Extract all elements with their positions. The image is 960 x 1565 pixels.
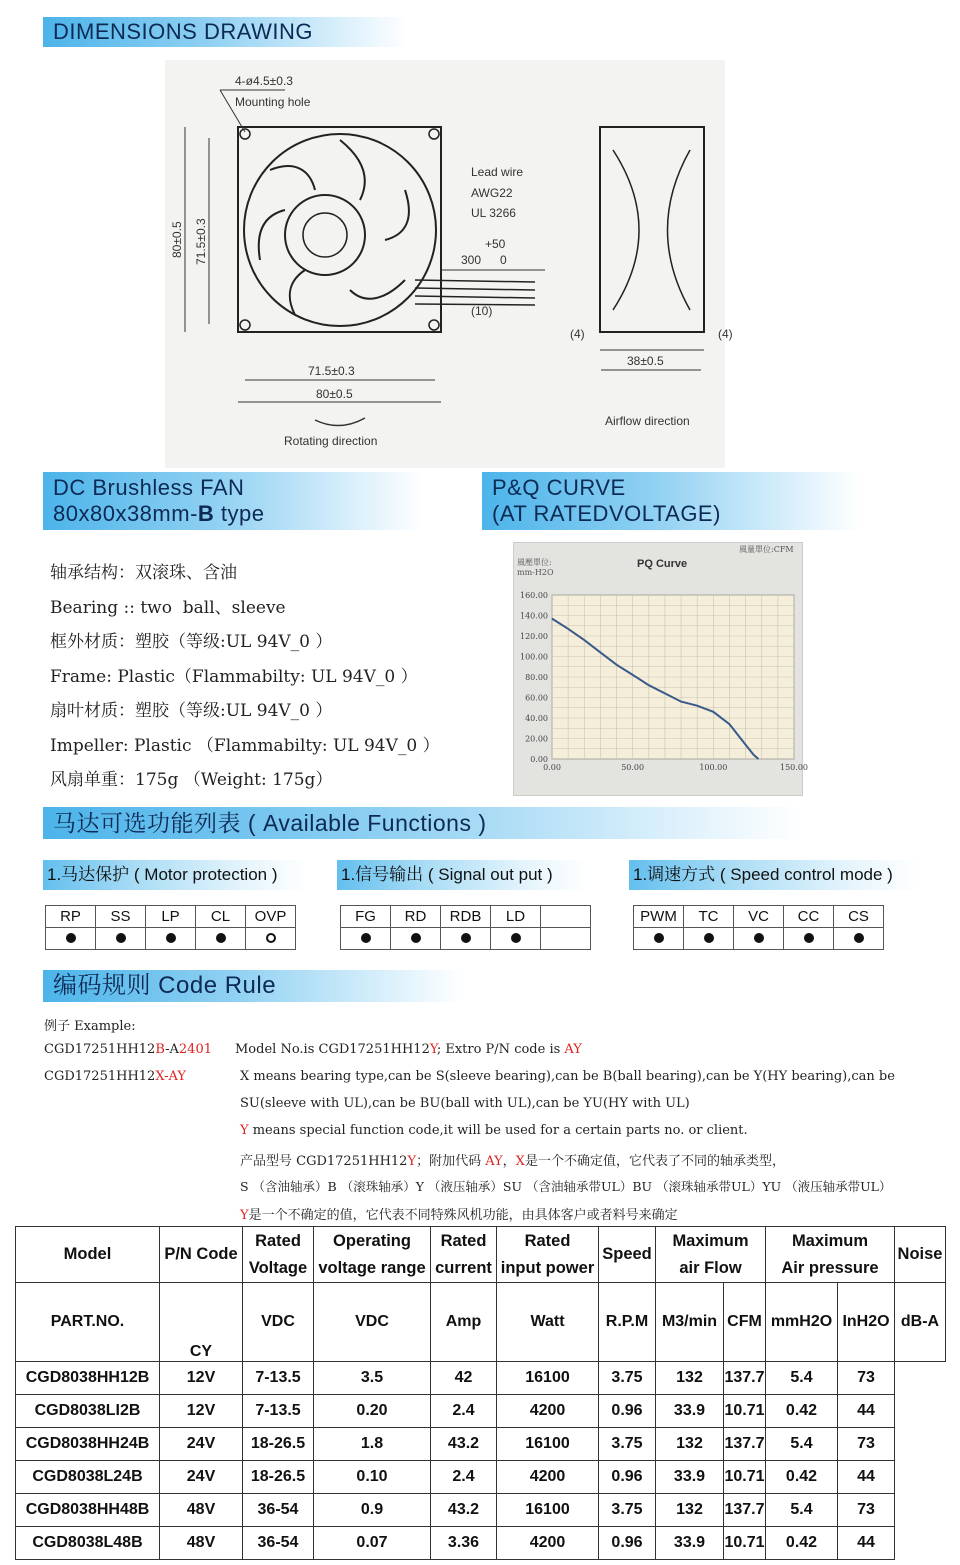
speed-heading <box>629 860 919 890</box>
table-cell: 132 <box>656 1428 724 1461</box>
pq-curve-line2: (AT RATEDVOLTAGE) <box>492 501 721 526</box>
model-cell: CGD8038L48B <box>16 1527 160 1560</box>
code-m4-text: means special function code,it will be used for a certain parts no. or client. <box>248 1123 748 1138</box>
code-m1-ay: AY <box>564 1042 582 1057</box>
col-air-flow <box>656 1227 766 1283</box>
side-dim-depth: 38±0.5 <box>627 354 664 368</box>
table-cell: 132 <box>656 1362 724 1395</box>
pq-ytick-label: 140.00 <box>520 611 548 621</box>
fan-type-heading <box>43 472 423 530</box>
speed-marks-row <box>634 928 884 950</box>
table-cell: 73 <box>838 1494 895 1527</box>
lead-tol-plus: +50 <box>485 237 506 251</box>
pq-ytick-label: 160.00 <box>520 591 548 600</box>
function-mark-cell <box>634 928 684 950</box>
function-label: CC <box>784 906 834 928</box>
spec-table <box>15 1226 946 1560</box>
unit-cell: mmH2O <box>766 1283 838 1362</box>
fan-type-size: 80x80x38mm- <box>53 501 198 526</box>
functions-heading <box>43 807 803 839</box>
table-cell: 4200 <box>497 1527 599 1560</box>
spec-line: 扇叶材质：塑胶（等级:UL 94V_0 ） <box>50 701 333 721</box>
code-example-label: 例子 Example: <box>44 1019 136 1034</box>
table-cell: 3.36 <box>431 1527 497 1560</box>
table-cell: 0.10 <box>314 1461 431 1494</box>
code-m5-x: X <box>515 1154 525 1169</box>
protection-heading-text: 1.马达保护 ( Motor protection ) <box>47 865 278 884</box>
code-example-1 <box>44 1042 212 1057</box>
function-mark-cell <box>684 928 734 950</box>
unit-cell: CFM <box>724 1283 766 1362</box>
function-mark-cell <box>541 928 591 950</box>
dot-icon <box>461 933 471 943</box>
col-air-flow-1: Maximum <box>672 1231 749 1250</box>
pn-code-cell: CY <box>160 1283 243 1362</box>
function-label <box>541 906 591 928</box>
col-rated-power-1: Rated <box>524 1231 571 1250</box>
table-cell: 0.42 <box>766 1461 838 1494</box>
table-cell: 48V <box>160 1494 243 1527</box>
code-m5-model: 产品型号 CGD17251HH12 <box>240 1154 408 1169</box>
table-row <box>16 1527 946 1560</box>
code-rule-line <box>235 1042 582 1057</box>
function-mark-cell <box>96 928 146 950</box>
function-mark-cell <box>246 928 296 950</box>
code-m4-y: Y <box>240 1123 249 1138</box>
spec-line: Frame: Plastic（Flammabilty: UL 94V_0 ） <box>50 667 418 687</box>
table-row <box>16 1362 946 1395</box>
dimensions-heading <box>43 17 408 47</box>
function-mark-cell <box>491 928 541 950</box>
dot-icon <box>116 933 126 943</box>
table-cell: 0.96 <box>599 1527 656 1560</box>
table-row <box>16 1428 946 1461</box>
table-cell: 12V <box>160 1362 243 1395</box>
table-cell: 0.96 <box>599 1461 656 1494</box>
table-cell: 73 <box>838 1428 895 1461</box>
table-cell: 132 <box>656 1494 724 1527</box>
pq-xlabel: 風量單位:CFM <box>739 545 794 554</box>
table-cell: 44 <box>838 1395 895 1428</box>
col-air-pressure-1: Maximum <box>791 1231 869 1250</box>
code-rule-line: S （含油轴承）B （滚珠轴承）Y （液压轴承）SU （含油轴承带UL）BU （滚珠轴承带UL）YU （液压轴承带UL） <box>240 1179 892 1194</box>
col-model: Model <box>16 1227 160 1283</box>
table-cell: 3.75 <box>599 1428 656 1461</box>
pq-ytick-label: 40.00 <box>525 714 548 723</box>
pq-curve-line1: P&Q CURVE <box>492 475 626 500</box>
code-ex1-base: CGD17251HH12 <box>44 1042 156 1057</box>
table-cell: 0.42 <box>766 1395 838 1428</box>
unit-cell: VDC <box>314 1283 431 1362</box>
function-label: CL <box>196 906 246 928</box>
code-ex1-bearing: B <box>155 1042 166 1057</box>
dot-icon <box>216 933 226 943</box>
col-rated-voltage <box>243 1227 314 1283</box>
dim-80h: 80±0.5 <box>316 387 353 401</box>
lead-tol-zero: 0 <box>500 253 507 267</box>
spec-table-units <box>16 1283 946 1362</box>
code-m1-y: Y <box>429 1042 437 1057</box>
function-label: RP <box>46 906 96 928</box>
table-row <box>16 1395 946 1428</box>
model-cell: CGD8038LI2B <box>16 1395 160 1428</box>
col-air-pressure <box>766 1227 895 1283</box>
fan-drawing-svg <box>165 60 733 468</box>
protection-heading <box>43 860 308 890</box>
unit-cell: M3/min <box>656 1283 724 1362</box>
function-label: TC <box>684 906 734 928</box>
col-air-pressure-2: Air pressure <box>781 1258 879 1277</box>
dot-icon <box>854 933 864 943</box>
fan-type-suffix: type <box>214 501 265 526</box>
spec-table-header <box>16 1227 946 1283</box>
unit-cell: VDC <box>243 1283 314 1362</box>
function-mark-cell <box>784 928 834 950</box>
table-cell: 137.7 <box>724 1362 766 1395</box>
table-cell: 18-26.5 <box>243 1461 314 1494</box>
table-cell: 4200 <box>497 1461 599 1494</box>
code-m5-desc: 是一个不确定值，它代表了不同的轴承类型， <box>524 1154 785 1169</box>
dim-715h: 71.5±0.3 <box>308 364 355 378</box>
dot-icon <box>754 933 764 943</box>
code-m7-text: 是一个不确定的值，它代表不同特殊风机功能，由具体客户或者料号来确定 <box>248 1208 678 1223</box>
ring-icon <box>266 933 276 943</box>
unit-part-no: PART.NO. <box>16 1283 160 1362</box>
table-cell: 36-54 <box>243 1527 314 1560</box>
table-cell: 2.4 <box>431 1395 497 1428</box>
code-m1-model: Model No.is CGD17251HH12 <box>235 1042 430 1057</box>
table-cell: 0.96 <box>599 1395 656 1428</box>
protection-labels-row <box>46 906 296 928</box>
code-ex1-sep: -A <box>165 1042 179 1057</box>
col-rated-current-2: current <box>435 1258 492 1277</box>
dim-715v-text: 71.5±0.3 <box>194 218 208 265</box>
code-m5-comma: ， <box>502 1154 516 1169</box>
table-cell: 24V <box>160 1461 243 1494</box>
pq-xtick-label: 50.00 <box>621 763 645 772</box>
fan-type-line1: DC Brushless FAN <box>53 475 245 500</box>
function-label: RDB <box>441 906 491 928</box>
code-m7-y: Y <box>240 1208 249 1223</box>
spec-line: Impeller: Plastic （Flammabilty: UL 94V_0 ） <box>50 736 440 756</box>
pq-ytick-label: 100.00 <box>520 652 548 662</box>
protection-table <box>45 905 296 950</box>
table-cell: 12V <box>160 1395 243 1428</box>
table-cell: 7-13.5 <box>243 1362 314 1395</box>
table-cell: 0.42 <box>766 1527 838 1560</box>
col-operating-voltage <box>314 1227 431 1283</box>
table-cell: 3.5 <box>314 1362 431 1395</box>
lead-length: 300 <box>461 253 482 267</box>
table-cell: 2.4 <box>431 1461 497 1494</box>
pq-ytick-label: 60.00 <box>525 693 548 703</box>
table-cell: 4200 <box>497 1395 599 1428</box>
table-cell: 5.4 <box>766 1362 838 1395</box>
dot-icon <box>704 933 714 943</box>
mounting-hole-dim: 4-ø4.5±0.3 <box>235 74 293 88</box>
code-ex1-extra: 2401 <box>178 1042 212 1057</box>
col-air-flow-2: air Flow <box>679 1258 742 1277</box>
signal-labels-row <box>341 906 591 928</box>
code-rule-line <box>240 1123 748 1138</box>
pq-xtick-label: 100.00 <box>699 763 728 772</box>
function-label: SS <box>96 906 146 928</box>
pq-title: PQ Curve <box>637 558 688 570</box>
fan-type-line2 <box>53 501 423 527</box>
side-dim-right: (4) <box>718 327 733 341</box>
lead-wire-awg: AWG22 <box>471 186 513 200</box>
col-rated-current <box>431 1227 497 1283</box>
col-speed: Speed <box>599 1227 656 1283</box>
unit-cell: InH2O <box>838 1283 895 1362</box>
code-rule-heading <box>43 970 463 1002</box>
signal-marks-row <box>341 928 591 950</box>
table-cell: 5.4 <box>766 1494 838 1527</box>
table-cell: 10.71 <box>724 1461 766 1494</box>
table-cell: 3.75 <box>599 1362 656 1395</box>
table-cell: 44 <box>838 1527 895 1560</box>
table-cell: 137.7 <box>724 1428 766 1461</box>
function-mark-cell <box>834 928 884 950</box>
dot-icon <box>411 933 421 943</box>
table-cell: 44 <box>838 1461 895 1494</box>
spec-line: 轴承结构：双滚珠、含油 <box>50 563 237 583</box>
pq-ytick-label: 0.00 <box>530 755 548 764</box>
spec-line: 风扇单重：175g （Weight: 175g） <box>50 770 333 790</box>
dot-icon <box>511 933 521 943</box>
dot-icon <box>66 933 76 943</box>
model-cell: CGD8038L24B <box>16 1461 160 1494</box>
rotating-direction-label: Rotating direction <box>284 434 378 448</box>
model-cell: CGD8038HH48B <box>16 1494 160 1527</box>
pq-ytick-label: 20.00 <box>525 734 548 744</box>
table-cell: 43.2 <box>431 1428 497 1461</box>
table-cell: 3.75 <box>599 1494 656 1527</box>
col-rated-power <box>497 1227 599 1283</box>
code-rule-heading-text: 编码规则 Code Rule <box>53 972 277 999</box>
table-cell: 10.71 <box>724 1527 766 1560</box>
code-rule-line <box>240 1204 678 1223</box>
unit-cell: dB-A <box>895 1283 946 1362</box>
fan-type-letter: B <box>197 501 215 526</box>
table-cell: 36-54 <box>243 1494 314 1527</box>
col-noise: Noise <box>895 1227 946 1283</box>
pq-ylabel-unit: mm-H2O <box>517 568 554 577</box>
function-mark-cell <box>341 928 391 950</box>
speed-table <box>633 905 884 950</box>
table-cell: 24V <box>160 1428 243 1461</box>
function-mark-cell <box>391 928 441 950</box>
code-ex2-extra: -AY <box>164 1069 186 1084</box>
table-cell: 42 <box>431 1362 497 1395</box>
table-cell: 33.9 <box>656 1395 724 1428</box>
function-label: FG <box>341 906 391 928</box>
code-m1-text: ; Extro P/N code is <box>436 1042 565 1057</box>
pq-ylabel: 風壓單位: <box>517 558 552 567</box>
code-m5-y: Y <box>407 1154 417 1169</box>
pq-ytick-label: 80.00 <box>525 673 548 682</box>
signal-heading-text: 1.信号输出 ( Signal out put ) <box>341 865 553 884</box>
col-operating-voltage-1: Operating <box>333 1231 411 1250</box>
table-row <box>16 1461 946 1494</box>
lead-wire-label: Lead wire <box>471 165 524 179</box>
table-cell: 10.71 <box>724 1395 766 1428</box>
code-ex2-bearing: X <box>155 1069 165 1084</box>
model-cell: CGD8038HH12B <box>16 1362 160 1395</box>
function-label: OVP <box>246 906 296 928</box>
side-dim-left: (4) <box>570 327 585 341</box>
speed-heading-text: 1.调速方式 ( Speed control mode ) <box>633 865 893 884</box>
table-cell: 48V <box>160 1527 243 1560</box>
table-cell: 7-13.5 <box>243 1395 314 1428</box>
dot-icon <box>654 933 664 943</box>
dot-icon <box>166 933 176 943</box>
table-cell: 0.07 <box>314 1527 431 1560</box>
col-pn-code: P/N Code <box>160 1227 243 1283</box>
table-cell: 5.4 <box>766 1428 838 1461</box>
dot-icon <box>361 933 371 943</box>
table-cell: 33.9 <box>656 1527 724 1560</box>
function-label: LP <box>146 906 196 928</box>
function-mark-cell <box>146 928 196 950</box>
code-example-2 <box>44 1069 186 1084</box>
signal-heading <box>337 860 587 890</box>
table-cell: 0.20 <box>314 1395 431 1428</box>
col-rated-voltage-1: Rated <box>255 1231 301 1250</box>
function-label: VC <box>734 906 784 928</box>
table-cell: 0.9 <box>314 1494 431 1527</box>
function-mark-cell <box>441 928 491 950</box>
lead-strip: (10) <box>471 304 493 318</box>
function-mark-cell <box>46 928 96 950</box>
code-m5-ay: AY <box>485 1154 503 1169</box>
speed-labels-row <box>634 906 884 928</box>
protection-marks-row <box>46 928 296 950</box>
code-rule-line: X means bearing type,can be S(sleeve bearing),can be B(ball bearing),can be Y(HY bearing),can be <box>240 1069 895 1084</box>
table-row <box>16 1494 946 1527</box>
function-label: RD <box>391 906 441 928</box>
function-label: PWM <box>634 906 684 928</box>
dim-80v-text: 80±0.5 <box>170 221 184 258</box>
function-label: LD <box>491 906 541 928</box>
function-label: CS <box>834 906 884 928</box>
table-cell: 73 <box>838 1362 895 1395</box>
code-rule-line: SU(sleeve with UL),can be BU(ball with UL),can be YU(HY with UL) <box>240 1096 690 1111</box>
table-cell: 18-26.5 <box>243 1428 314 1461</box>
pq-ytick-label: 120.00 <box>520 632 548 641</box>
table-cell: 16100 <box>497 1494 599 1527</box>
spec-line: Bearing :: two ball、sleeve <box>50 598 286 618</box>
dimensions-drawing <box>165 60 733 468</box>
table-cell: 16100 <box>497 1428 599 1461</box>
airflow-direction-label: Airflow direction <box>605 414 690 428</box>
table-cell: 33.9 <box>656 1461 724 1494</box>
table-cell: 137.7 <box>724 1494 766 1527</box>
pq-xtick-label: 0.00 <box>543 763 561 772</box>
dot-icon <box>804 933 814 943</box>
pq-curve-heading <box>482 472 860 530</box>
pq-chart <box>513 542 808 796</box>
col-rated-voltage-2: Voltage <box>248 1258 308 1277</box>
code-rule-line <box>240 1150 785 1169</box>
unit-cell: Amp <box>431 1283 497 1362</box>
unit-cell: Watt <box>497 1283 599 1362</box>
pq-chart-svg <box>514 543 808 797</box>
mounting-hole-label: Mounting hole <box>235 95 311 109</box>
functions-heading-text: 马达可选功能列表 ( Available Functions ) <box>53 810 487 836</box>
model-cell: CGD8038HH24B <box>16 1428 160 1461</box>
table-cell: 16100 <box>497 1362 599 1395</box>
dimensions-heading-text: DIMENSIONS DRAWING <box>53 19 313 44</box>
lead-wire-ul: UL 3266 <box>471 206 516 220</box>
table-cell: 1.8 <box>314 1428 431 1461</box>
col-operating-voltage-2: voltage range <box>318 1258 426 1277</box>
signal-table <box>340 905 591 950</box>
spec-line: 框外材质：塑胶（等级:UL 94V_0 ） <box>50 632 333 652</box>
pq-xtick-label: 150.00 <box>780 763 808 772</box>
code-ex2-base: CGD17251HH12 <box>44 1069 156 1084</box>
table-cell: 43.2 <box>431 1494 497 1527</box>
function-mark-cell <box>196 928 246 950</box>
col-rated-current-1: Rated <box>440 1231 487 1250</box>
code-m5-text: ；附加代码 <box>416 1154 486 1169</box>
col-rated-power-2: input power <box>500 1258 595 1277</box>
unit-cell: R.P.M <box>599 1283 656 1362</box>
function-mark-cell <box>734 928 784 950</box>
